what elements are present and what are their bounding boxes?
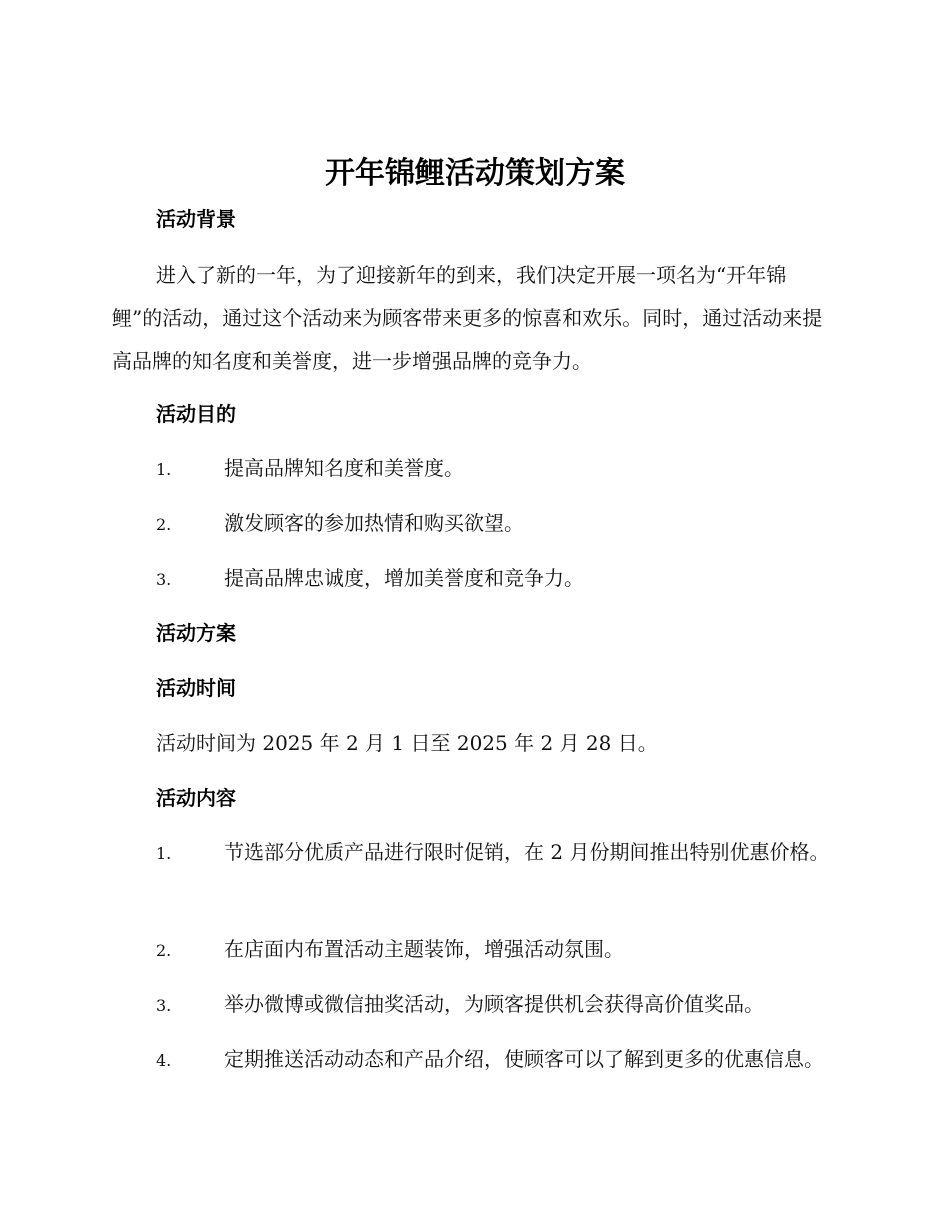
list-number: 1. [156,844,172,863]
content-list-item-3 [112,983,832,1027]
list-number: 2. [156,941,172,960]
list-number: 3. [156,570,172,589]
content-list-item-4 [112,1038,832,1082]
time-text: 活动时间为 2025 年 2 月 1 日至 2025 年 2 月 28 日。 [156,731,658,755]
background-paragraph: 进入了新的一年，为了迎接新年的到来，我们决定开展一项名为“开年锦鲤”的活动，通过这个活动来为顾客带来更多的惊喜和欢乐。同时，通过活动来提高品牌的知名度和美誉度，进一步增强品牌的竞争力。 [112,263,823,373]
list-number: 2. [156,515,172,534]
list-item-text: 提高品牌知名度和美誉度。 [224,456,464,480]
list-item-text: 举办微博或微信抽奖活动，为顾客提供机会获得高价值奖品。 [224,992,764,1016]
section-heading-content: 活动内容 [156,786,236,810]
section-heading-time: 活动时间 [156,676,236,700]
purpose-list-item-2 [112,502,832,546]
list-item-text: 在店面内布置活动主题装饰，增强活动氛围。 [224,937,624,961]
list-item-text: 激发顾客的参加热情和购买欲望。 [224,511,524,535]
document-title: 开年锦鲤活动策划方案 [325,156,625,191]
list-item-text: 节选部分优质产品进行限时促销，在 2 月份期间推出特别优惠价格。 [224,840,830,864]
list-number: 4. [156,1051,172,1070]
content-list-item-2 [112,928,832,972]
list-item-text: 提高品牌忠诚度，增加美誉度和竞争力。 [224,566,584,590]
purpose-list-item-3 [112,557,832,601]
section-heading-purpose: 活动目的 [156,402,236,426]
list-number: 3. [156,996,172,1015]
section-heading-plan: 活动方案 [156,621,236,645]
list-item-text: 定期推送活动动态和产品介绍，使顾客可以了解到更多的优惠信息。 [224,1047,824,1071]
content-list-item-1 [112,831,832,875]
section-heading-background: 活动背景 [156,207,236,231]
purpose-list-item-1 [112,447,832,491]
list-number: 1. [156,460,172,479]
